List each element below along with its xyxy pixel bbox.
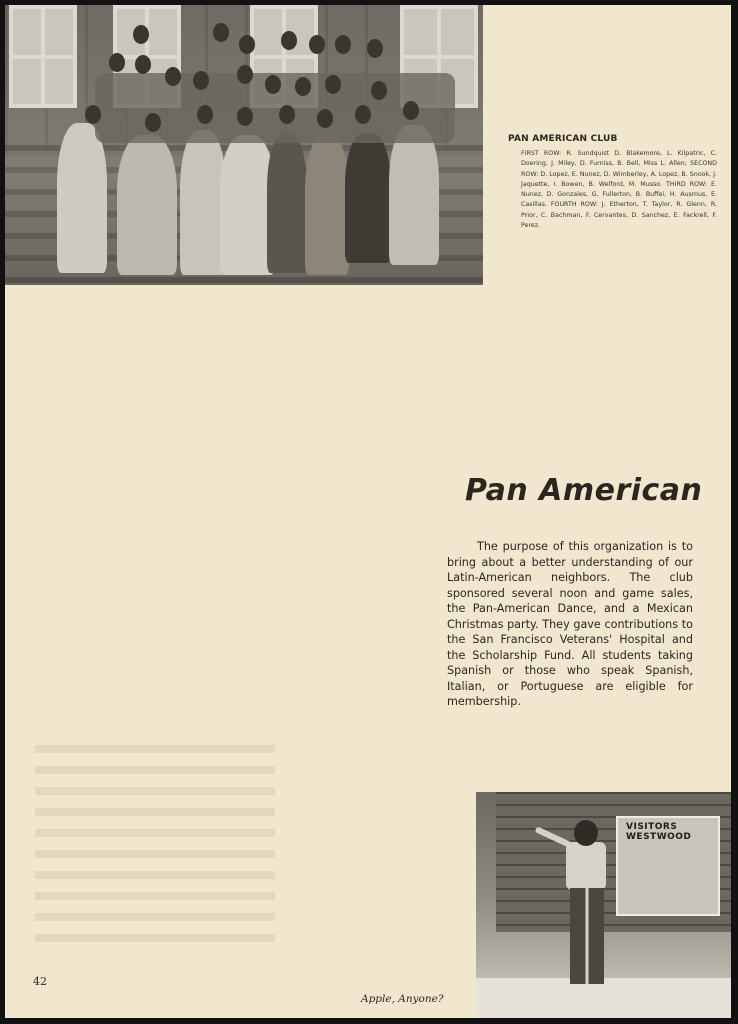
page-number: 42	[33, 975, 47, 988]
article-body: The purpose of this organization is to bring about a better understanding of our Latin-American neighbors. The club sponsored several noon and game sales, the Pan-American Dance, and a Mexican Christmas party. They gave contributions to the San Francisco Veterans' Hospital and the Scholarship Fund. All students taking Spanish or those who speak Spanish, Italian, or Portuguese are eligible for membership.	[447, 540, 693, 708]
article-heading: Pan American	[465, 473, 703, 508]
club-group-photo	[5, 5, 483, 285]
reverse-page-bleed	[35, 745, 275, 945]
candid-photo	[476, 792, 731, 1018]
yearbook-page	[5, 5, 731, 1018]
group-photo-caption-names: FIRST ROW: R. Sundquist D. Blakemore, L. Kilpatric, C. Doering, J. Miley, D. Furniss, B. Bell, Miss L. Allen; SECOND ROW: D. Lopez, E. Nunez, D. Wimberley, A. Lopez, B. Snook, J. Jaquette, I. Bowen, B. Welford, M. Musso. THIRD ROW: E. Nunez, D. Gonzales, G. Fullerton, B. Buffei, H. Ausmus, E. Casillas. FOURTH ROW: J. Etherton, T. Taylor, R. Glenn, R. Prior, C. Bachman, F. Cervantes, D. Sanchez, E. Fackrell, F. Perez.	[521, 150, 717, 230]
candid-photo-caption: Apple, Anyone?	[361, 993, 444, 1005]
sign-text: VISITORS WESTWOOD	[626, 822, 692, 842]
group-photo-caption-title: PAN AMERICAN CLUB	[508, 134, 618, 144]
